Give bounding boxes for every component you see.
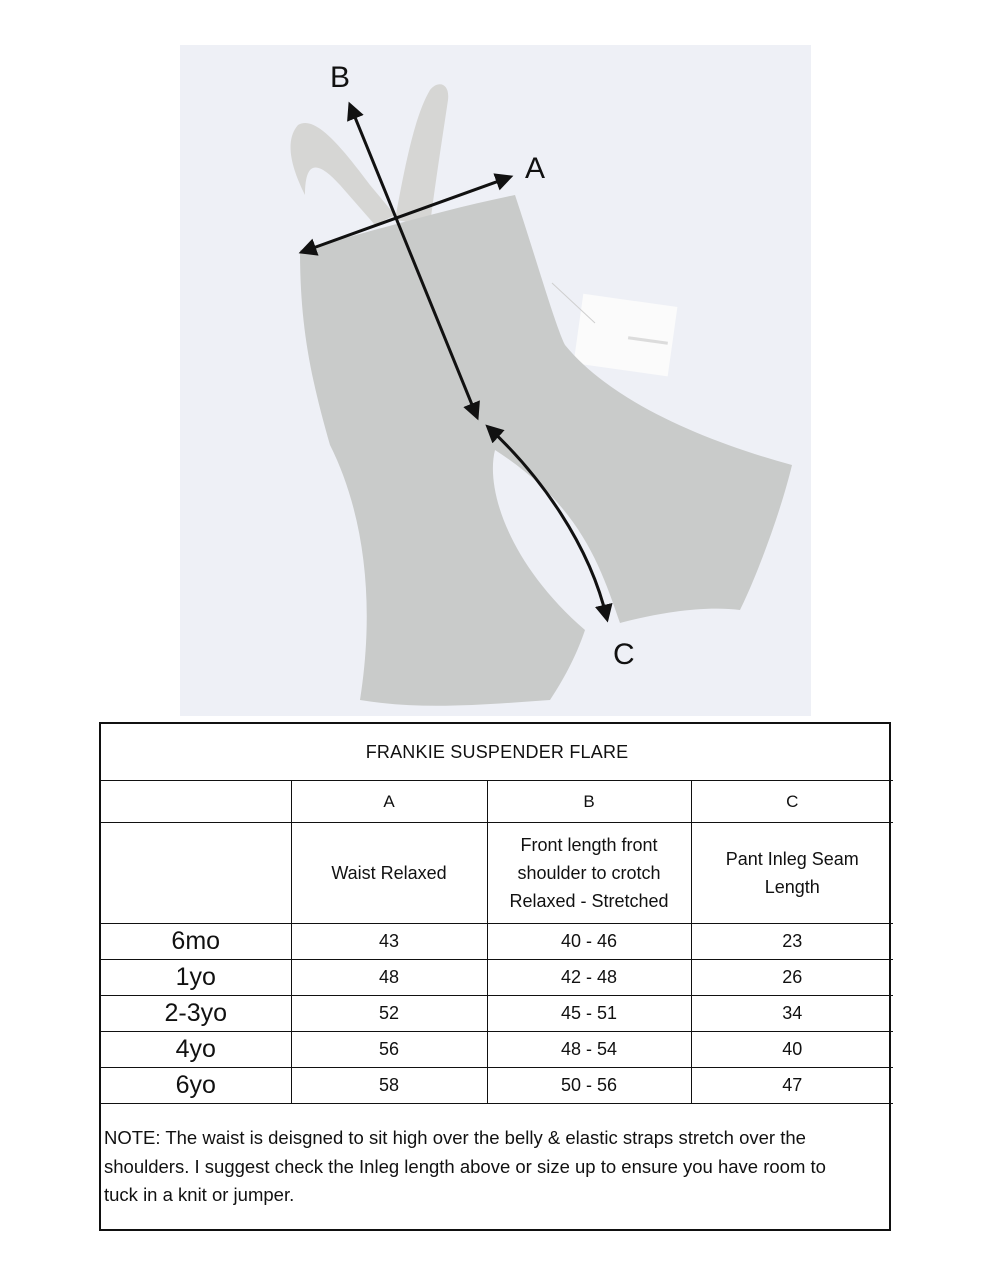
column-c-description: Pant Inleg Seam Length bbox=[691, 823, 893, 924]
table-row bbox=[101, 960, 893, 996]
size-label: 4yo bbox=[101, 1032, 291, 1068]
front-length-value: 48 - 54 bbox=[487, 1032, 691, 1068]
column-a-description: Waist Relaxed bbox=[291, 823, 487, 924]
column-c-header: C bbox=[691, 781, 893, 823]
table-row bbox=[101, 1032, 893, 1068]
size-table bbox=[101, 724, 893, 1104]
size-chart bbox=[99, 722, 891, 1231]
waist-value: 52 bbox=[291, 996, 487, 1032]
table-row bbox=[101, 1068, 893, 1104]
waist-value: 58 bbox=[291, 1068, 487, 1104]
front-length-value: 40 - 46 bbox=[487, 924, 691, 960]
front-length-value: 50 - 56 bbox=[487, 1068, 691, 1104]
waist-value: 56 bbox=[291, 1032, 487, 1068]
column-a-header: A bbox=[291, 781, 487, 823]
inleg-value: 26 bbox=[691, 960, 893, 996]
size-label: 6mo bbox=[101, 924, 291, 960]
garment-photo bbox=[180, 45, 811, 716]
inleg-value: 47 bbox=[691, 1068, 893, 1104]
inleg-value: 40 bbox=[691, 1032, 893, 1068]
size-label: 1yo bbox=[101, 960, 291, 996]
size-label: 6yo bbox=[101, 1068, 291, 1104]
table-title: FRANKIE SUSPENDER FLARE bbox=[101, 724, 893, 781]
header-empty bbox=[101, 781, 291, 823]
inleg-value: 34 bbox=[691, 996, 893, 1032]
front-length-value: 42 - 48 bbox=[487, 960, 691, 996]
garment-diagram bbox=[180, 45, 811, 716]
table-row bbox=[101, 924, 893, 960]
inleg-value: 23 bbox=[691, 924, 893, 960]
pants-shape bbox=[300, 195, 792, 706]
label-c: C bbox=[613, 638, 635, 671]
column-b-description: Front length front shoulder to crotch Relaxed - Stretched bbox=[487, 823, 691, 924]
table-row bbox=[101, 996, 893, 1032]
sizing-note: NOTE: The waist is deisgned to sit high over the belly & elastic straps stretch over the shoulders. I suggest check the Inleg length above or size up to ensure you have room to tuck in a knit or jumper. bbox=[104, 1127, 826, 1205]
column-b-header: B bbox=[487, 781, 691, 823]
front-length-value: 45 - 51 bbox=[487, 996, 691, 1032]
waist-value: 43 bbox=[291, 924, 487, 960]
waist-value: 48 bbox=[291, 960, 487, 996]
size-label: 2-3yo bbox=[101, 996, 291, 1032]
label-b: B bbox=[330, 61, 351, 94]
label-a: A bbox=[525, 152, 546, 185]
desc-empty bbox=[101, 823, 291, 924]
